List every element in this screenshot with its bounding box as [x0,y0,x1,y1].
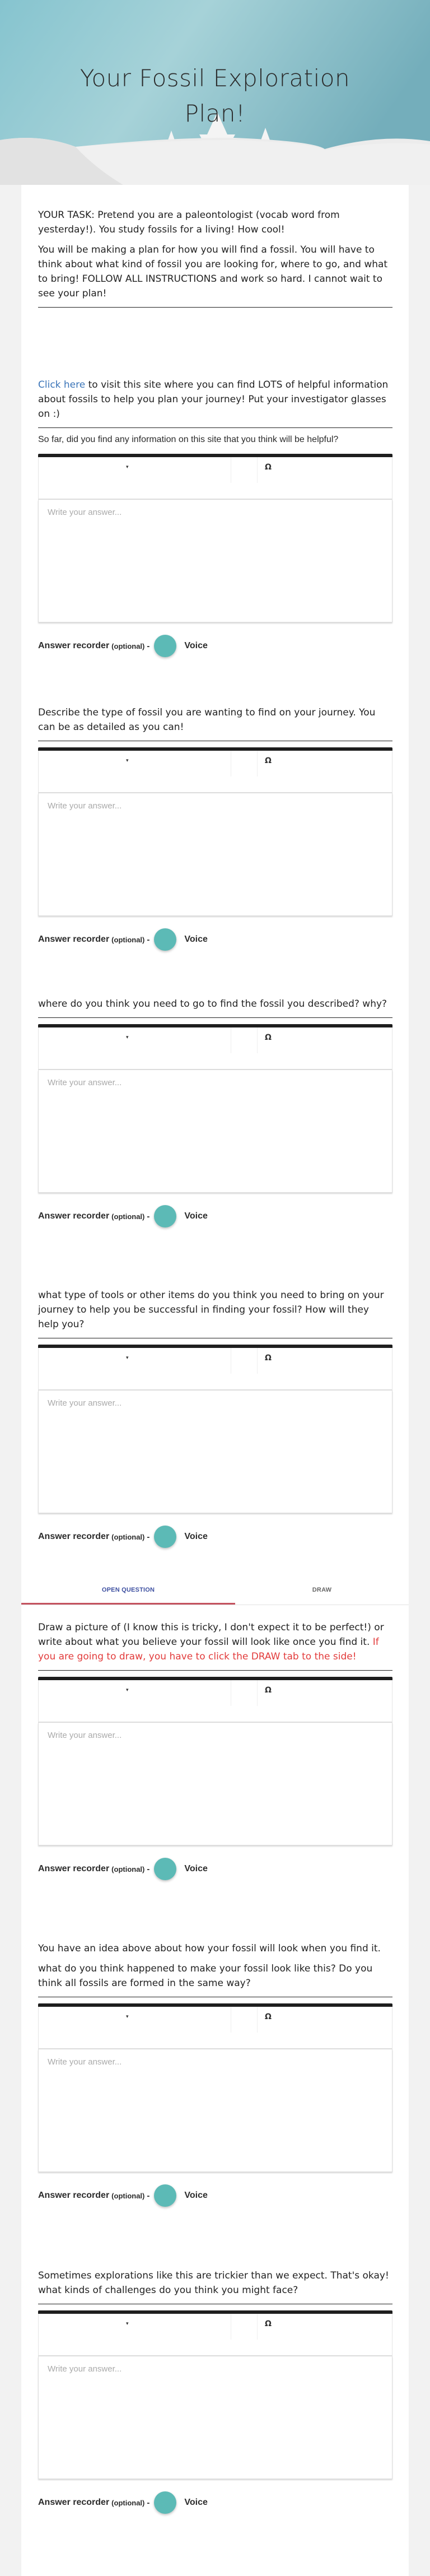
editor-toolbar [38,1348,392,1391]
recorder-optional-label: (optional) [111,2498,145,2507]
format-dropdown[interactable] [39,2314,231,2340]
question-7 [38,2268,392,2513]
voice-label: Voice [184,2191,208,2200]
question-3 [38,997,392,1226]
chevron-down-icon: ▾ [126,2321,129,2326]
answer-input[interactable] [38,793,392,916]
question-text: what do you think happened to make your fossil look like this? Do you think all fossils are formed in the same way? [38,1963,373,1989]
answer-input[interactable] [38,1723,392,1845]
recorder-optional-label: (optional) [111,935,145,944]
recorder-dash: - [147,641,150,651]
recorder-optional-label: (optional) [111,1864,145,1873]
recorder-optional-label: (optional) [111,1532,145,1541]
toolbar-divider [257,2007,258,2033]
toolbar-empty-button[interactable] [231,1027,257,1053]
question-text: where do you think you need to go to find the fossil you described? why? [38,998,387,1010]
chevron-down-icon: ▾ [126,2014,129,2019]
format-dropdown[interactable] [39,1680,231,1706]
answer-recorder [38,1527,392,1547]
voice-label: Voice [184,2498,208,2507]
recorder-label: Answer recorder [38,641,110,650]
page-title-line-1: Your Fossil Exploration [80,64,350,92]
voice-label: Voice [184,1211,208,1221]
intro-paragraph: You will be making a plan for how you will find a fossil. You will have to think about what kind of fossil you are looking for, where to go, and what to bring! FOLLOW ALL INSTRUCTIONS and work so hard. I cannot wait to see your plan! [38,244,388,299]
recorder-label: Answer recorder [38,1864,110,1873]
answer-mode-tabs [21,1579,409,1605]
snowy-landscape-illustration [0,0,430,185]
recorder-optional-label: (optional) [111,1212,145,1221]
question-label: So far, did you find any information on this site that you think will be helpful? [38,435,339,444]
format-dropdown[interactable] [39,2007,231,2033]
answer-editor [38,1024,392,1193]
special-character-button[interactable]: Ω [265,2319,272,2328]
editor-toolbar [38,1680,392,1723]
question-text: Describe the type of fossil you are wanting to find on your journey. You can be as detailed as you can! [38,707,376,733]
toolbar-divider [257,2314,258,2340]
format-dropdown[interactable] [39,1027,231,1053]
record-voice-button[interactable] [154,1858,176,1880]
editor-toolbar [38,457,392,500]
question-5 [38,1620,392,1879]
answer-recorder [38,636,392,656]
voice-label: Voice [184,641,208,650]
question-2 [38,705,392,950]
question-1 [38,378,392,656]
toolbar-empty-button[interactable] [231,2314,257,2340]
editor-toolbar [38,1027,392,1070]
answer-recorder [38,1206,392,1226]
toolbar-divider [257,1348,258,1374]
toolbar-empty-button[interactable] [231,751,257,776]
recorder-dash: - [147,2498,150,2508]
format-dropdown[interactable] [39,1348,231,1374]
format-dropdown[interactable] [39,751,231,776]
format-dropdown[interactable] [39,457,231,483]
special-character-button[interactable]: Ω [265,1033,272,1042]
answer-recorder [38,2186,392,2206]
answer-input[interactable] [38,1391,392,1513]
divider [38,307,392,308]
voice-label: Voice [184,934,208,944]
editor-toolbar [38,2314,392,2356]
special-character-button[interactable]: Ω [265,1354,272,1363]
toolbar-empty-button[interactable] [231,1348,257,1374]
record-voice-button[interactable] [154,1526,176,1548]
question-text: You have an idea above about how your fossil will look when you find it. [38,1943,381,1954]
toolbar-divider [257,457,258,483]
special-character-button[interactable]: Ω [265,2012,272,2021]
recorder-dash: - [147,934,150,945]
chevron-down-icon: ▾ [126,757,129,763]
chevron-down-icon: ▾ [126,1034,129,1040]
special-character-button[interactable]: Ω [265,463,272,472]
chevron-down-icon: ▾ [126,464,129,469]
recorder-label: Answer recorder [38,934,110,944]
recorder-label: Answer recorder [38,1532,110,1541]
toolbar-divider [257,1680,258,1706]
tab-draw[interactable]: DRAW [312,1587,332,1593]
question-text: Draw a picture of (I know this is tricky, I don't expect it to be perfect!) or write about what you believe your fossil will look like once you find it. [38,1622,384,1648]
intro-paragraph: YOUR TASK: Pretend you are a paleontologist (vocab word from yesterday!). You study fossils for a living! How cool! [38,210,340,235]
record-voice-button[interactable] [154,2491,176,2514]
divider [38,427,392,428]
question-text: what type of tools or other items do you think you need to bring on your journey to help you be successful in finding your fossil? How will they help you? [38,1290,384,1330]
header-banner [0,0,430,185]
answer-input[interactable] [38,500,392,622]
toolbar-divider [257,751,258,776]
answer-input[interactable] [38,1070,392,1193]
toolbar-empty-button[interactable] [231,457,257,483]
toolbar-divider [257,1027,258,1053]
tab-open-question[interactable]: OPEN QUESTION [21,1579,235,1605]
answer-recorder [38,1859,392,1879]
recorder-optional-label: (optional) [111,2191,145,2200]
record-voice-button[interactable] [154,928,176,951]
answer-editor [38,2003,392,2172]
recorder-label: Answer recorder [38,2191,110,2200]
question-6 [38,1941,392,2206]
recorder-dash: - [147,1864,150,1874]
divider [38,1017,392,1018]
record-voice-button[interactable] [154,635,176,657]
recorder-label: Answer recorder [38,1211,110,1221]
answer-editor [38,1345,392,1513]
answer-editor [38,1677,392,1845]
voice-label: Voice [184,1864,208,1873]
question-4 [38,1288,392,1547]
chevron-down-icon: ▾ [126,1687,129,1692]
editor-toolbar [38,2007,392,2049]
question-text: Sometimes explorations like this are trickier than we expect. That's okay! what kinds of challenges do you think you might face? [38,2270,389,2296]
toolbar-empty-button[interactable] [231,1680,257,1706]
record-voice-button[interactable] [154,2184,176,2207]
recorder-dash: - [147,1532,150,1542]
intro-section [38,208,392,308]
recorder-label: Answer recorder [38,2498,110,2507]
toolbar-empty-button[interactable] [231,2007,257,2033]
divider [38,1670,392,1671]
recorder-dash: - [147,1211,150,1221]
answer-recorder [38,2493,392,2513]
answer-recorder [38,929,392,950]
special-character-button[interactable]: Ω [265,1686,272,1695]
chevron-down-icon: ▾ [126,1355,129,1360]
answer-input[interactable] [38,2356,392,2479]
answer-editor [38,747,392,916]
answer-editor [38,454,392,622]
page-title-line-2: Plan! [184,100,246,127]
answer-editor [38,2310,392,2479]
voice-label: Voice [184,1532,208,1541]
click-here-link[interactable]: Click here [38,379,86,390]
draw-instruction-text: If you are going to draw, you have to click the DRAW tab to the side! [38,1636,379,1662]
answer-input[interactable] [38,2049,392,2172]
recorder-optional-label: (optional) [111,641,145,650]
recorder-dash: - [147,2191,150,2201]
editor-toolbar [38,751,392,793]
special-character-button[interactable]: Ω [265,756,272,765]
question-text: to visit this site where you can find LOTS of helpful information about fossils to help you plan your journey! Put your investigator glasses on :) [38,379,389,420]
record-voice-button[interactable] [154,1205,176,1227]
